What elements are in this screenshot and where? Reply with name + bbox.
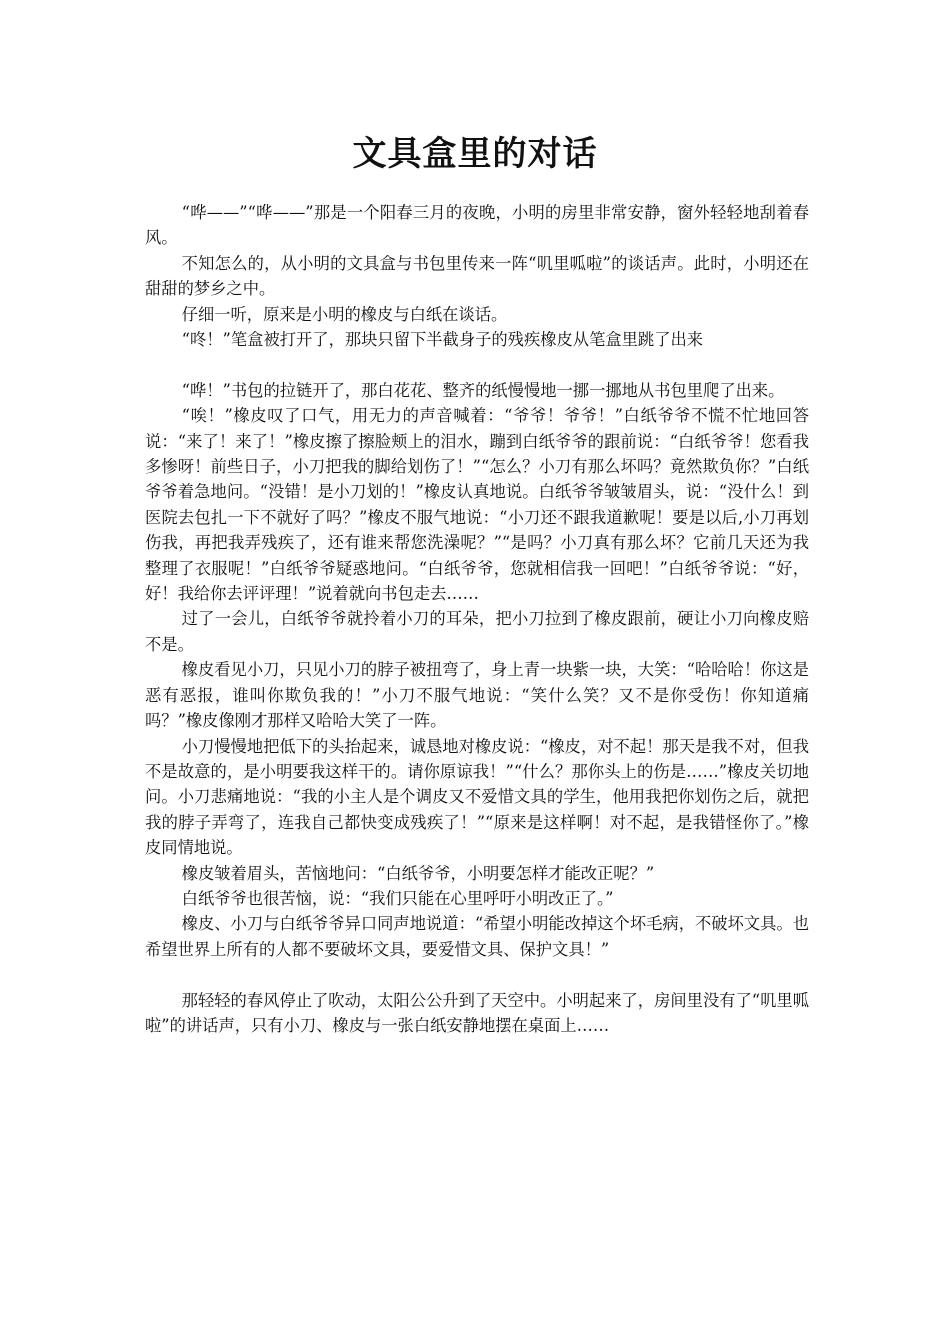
paragraph: “唉！”橡皮叹了口气，用无力的声音喊着：“爷爷！爷爷！”白纸爷爷不慌不忙地回答说：“来了！来了！”橡皮擦了擦脸颊上的泪水，蹦到白纸爷爷的跟前说：“白纸爷爷！您看我多惨呀！前些日子，小刀把我的脚给划伤了！”“怎么？小刀有那么坏吗？竟然欺负你？”白纸爷爷着急地问。“没错！是小刀划的！”橡皮认真地说。白纸爷爷皱皱眉头，说：“没什么！到医院去包扎一下不就好了吗？”橡皮不服气地说：“小刀还不跟我道歉呢！要是以后,小刀再划伤我，再把我弄残疾了，还有谁来帮您洗澡呢？”“是吗？小刀真有那么坏？它前几天还为我整理了衣服呢！”白纸爷爷疑惑地问。“白纸爷爷，您就相信我一回吧！”白纸爷爷说：“好，好！我给你去评评理！”说着就向书包走去…… xyxy=(145,406,809,604)
document-title: 文具盒里的对话 xyxy=(352,134,598,174)
paragraph: 白纸爷爷也很苦恼，说：“我们只能在心里呼吁小明改正了。” xyxy=(181,888,614,908)
paragraph: “哗——”“哗——”那是一个阳春三月的夜晚，小明的房里非常安静，窗外轻轻地刮着春风。 xyxy=(145,203,809,248)
paragraph: 不知怎么的，从小明的文具盒与书包里传来一阵“叽里呱啦”的谈话声。此时，小明还在甜甜的梦乡之中。 xyxy=(145,253,809,299)
paragraph: 仔细一听，原来是小明的橡皮与白纸在谈话。 xyxy=(181,304,508,324)
blank-line xyxy=(145,352,809,377)
blank-line xyxy=(145,962,809,987)
paragraph: 那轻轻的春风停止了吹动，太阳公公升到了天空中。小明起来了，房间里没有了“叽里呱啦”的讲话声，只有小刀、橡皮与一张白纸安静地摆在桌面上…… xyxy=(145,990,809,1035)
paragraph: 过了一会儿，白纸爷爷就拎着小刀的耳朵，把小刀拉到了橡皮跟前，硬让小刀向橡皮赔不是。 xyxy=(145,609,809,654)
paragraph: “咚！”笔盒被打开了，那块只留下半截身子的残疾橡皮从笔盒里跳了出来 xyxy=(181,330,704,350)
paragraph: 橡皮、小刀与白纸爷爷异口同声地说道：“希望小明能改掉这个坏毛病，不破坏文具。也希望世界上所有的人都不要破坏文具，要爱惜文具、保护文具！” xyxy=(145,914,809,959)
document-body xyxy=(145,200,809,1038)
paragraph: 橡皮看见小刀，只见小刀的脖子被扭弯了，身上青一块紫一块，大笑：“哈哈哈！你这是恶有恶报，谁叫你欺负我的！”小刀不服气地说：“笑什么笑？又不是你受伤！你知道痛吗？”橡皮像刚才那样又哈哈大笑了一阵。 xyxy=(145,660,809,731)
paragraph: 橡皮皱着眉头，苦恼地问：“白纸爷爷，小明要怎样才能改正呢？” xyxy=(181,863,655,883)
paragraph: 小刀慢慢地把低下的头抬起来，诚恳地对橡皮说：“橡皮，对不起！那天是我不对，但我不是故意的，是小明要我这样干的。请你原谅我！”“什么？那你头上的伤是……”橡皮关切地问。小刀悲痛地说：“我的小主人是个调皮又不爱惜文具的学生，他用我把你划伤之后，就把我的脖子弄弯了，连我自己都快变成残疾了！”“原来是这样啊！对不起，是我错怪你了。”橡皮同情地说。 xyxy=(145,736,809,858)
paragraph: “哗！”书包的拉链开了，那白花花、整齐的纸慢慢地一挪一挪地从书包里爬了出来。 xyxy=(181,380,785,400)
